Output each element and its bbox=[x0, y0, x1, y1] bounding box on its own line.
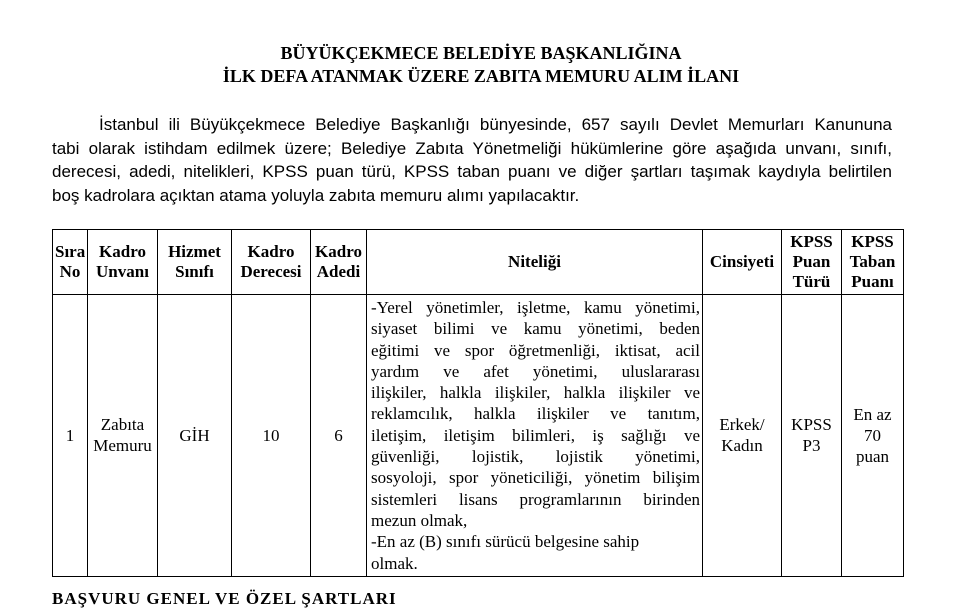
header-line: KPSS bbox=[851, 232, 894, 251]
header-line: Adedi bbox=[316, 262, 361, 281]
qualification-line: olmak. bbox=[371, 553, 418, 573]
qualification-line: sistemleri lisans programlarının birinden bbox=[371, 489, 700, 509]
cell-line: En az bbox=[853, 404, 892, 424]
header-line: Türü bbox=[792, 272, 831, 291]
next-section-heading: BAŞVURU GENEL VE ÖZEL ŞARTLARI bbox=[52, 589, 397, 608]
header-line: Unvanı bbox=[96, 262, 149, 281]
qualification-line: yardım ve afet yönetimi, uluslararası bbox=[371, 361, 700, 381]
announcement-title-line-1: BÜYÜKÇEKMECE BELEDİYE BAŞKANLIĞINA bbox=[280, 43, 682, 63]
header-niteligi: Niteliği bbox=[367, 230, 703, 295]
position-table bbox=[52, 229, 904, 577]
header-line: Puanı bbox=[851, 272, 894, 291]
cell-line: Memuru bbox=[93, 436, 152, 456]
cell-line: Kadın bbox=[721, 436, 763, 456]
cell-kadro-unvani bbox=[88, 295, 158, 577]
header-line: Taban bbox=[849, 252, 896, 271]
qualification-line: eğitimi ve spor öğretmenliği, iktisat, acil bbox=[371, 340, 700, 360]
qualification-line: mezun olmak, bbox=[371, 510, 468, 530]
qualification-line: güvenliği, lojistik, lojistik yönetimi, bbox=[371, 447, 700, 467]
header-line: Kadro bbox=[99, 242, 146, 261]
cell-line: Zabıta bbox=[100, 415, 145, 435]
cell-hizmet-sinifi: GİH bbox=[158, 295, 232, 577]
announcement-title-line-2: İLK DEFA ATANMAK ÜZERE ZABITA MEMURU ALIM İLANI bbox=[222, 66, 740, 86]
cell-kpss-puan-turu bbox=[782, 295, 842, 577]
qualification-line: sosyoloji, spor yöneticiliği, yönetim bilişim bbox=[371, 468, 700, 488]
cell-niteligi bbox=[367, 295, 703, 577]
header-line: Sıra bbox=[55, 242, 86, 261]
intro-line: derecesi, adedi, nitelikleri, KPSS puan türü, KPSS taban puanı ve diğer şartları taşımak kaydıyla belirtilen bbox=[52, 162, 892, 181]
header-hizmet-sinifi bbox=[158, 230, 232, 295]
header-kadro-adedi bbox=[311, 230, 367, 295]
cell-cinsiyeti bbox=[703, 295, 782, 577]
cell-kadro-adedi: 6 bbox=[311, 295, 367, 577]
header-kpss-taban-puani bbox=[842, 230, 904, 295]
intro-paragraph bbox=[52, 113, 892, 207]
header-sira-no bbox=[53, 230, 88, 295]
header-kpss-puan-turu bbox=[782, 230, 842, 295]
cell-line: 70 bbox=[864, 425, 881, 445]
cell-sira-no: 1 bbox=[53, 295, 88, 577]
qualification-line: siyaset bilimi ve kamu yönetimi, beden bbox=[371, 319, 700, 339]
header-line: Hizmet bbox=[168, 242, 221, 261]
header-line: Derecesi bbox=[240, 262, 302, 281]
table-row bbox=[53, 295, 904, 577]
cell-line: Erkek/ bbox=[719, 415, 765, 435]
qualification-line: -Yerel yönetimler, işletme, kamu yönetimi, bbox=[371, 298, 700, 317]
header-cinsiyeti: Cinsiyeti bbox=[703, 230, 782, 295]
intro-line: tabi olarak istihdam edilmek üzere; Belediye Zabıta Yönetmeliği hükümlerine göre aşağıda unvanı, sınıfı, bbox=[52, 138, 892, 158]
header-line: No bbox=[59, 262, 81, 281]
qualification-line: ilişkiler, halkla ilişkiler, halkla ilişkiler ve bbox=[371, 383, 700, 403]
qualification-line: iletişim, iletişim bilimleri, iş sağlığı ve bbox=[371, 425, 700, 445]
cell-line: P3 bbox=[802, 436, 821, 456]
header-line: KPSS bbox=[790, 232, 833, 251]
cell-line: KPSS bbox=[791, 415, 832, 435]
qualification-line: reklamcılık, halkla ilişkiler ve tanıtım, bbox=[371, 404, 700, 424]
cell-kpss-taban-puani bbox=[842, 295, 904, 577]
header-line: Kadro bbox=[315, 242, 362, 261]
header-kadro-derecesi bbox=[232, 230, 311, 295]
qualification-line: -En az (B) sınıfı sürücü belgesine sahip bbox=[371, 532, 640, 552]
table-header-row bbox=[53, 230, 904, 295]
intro-line: boş kadrolara açıktan atama yoluyla zabıta memuru alımı yapılacaktır. bbox=[52, 185, 580, 205]
header-line: Kadro bbox=[247, 242, 295, 261]
header-line: Puan bbox=[792, 252, 831, 271]
header-kadro-unvani bbox=[88, 230, 158, 295]
cell-line: puan bbox=[855, 446, 890, 466]
header-line: Sınıfı bbox=[175, 262, 214, 281]
cell-kadro-derecesi: 10 bbox=[232, 295, 311, 577]
intro-line: İstanbul ili Büyükçekmece Belediye Başkanlığı bünyesinde, 657 sayılı Devlet Memurları Kanununa bbox=[99, 115, 892, 134]
